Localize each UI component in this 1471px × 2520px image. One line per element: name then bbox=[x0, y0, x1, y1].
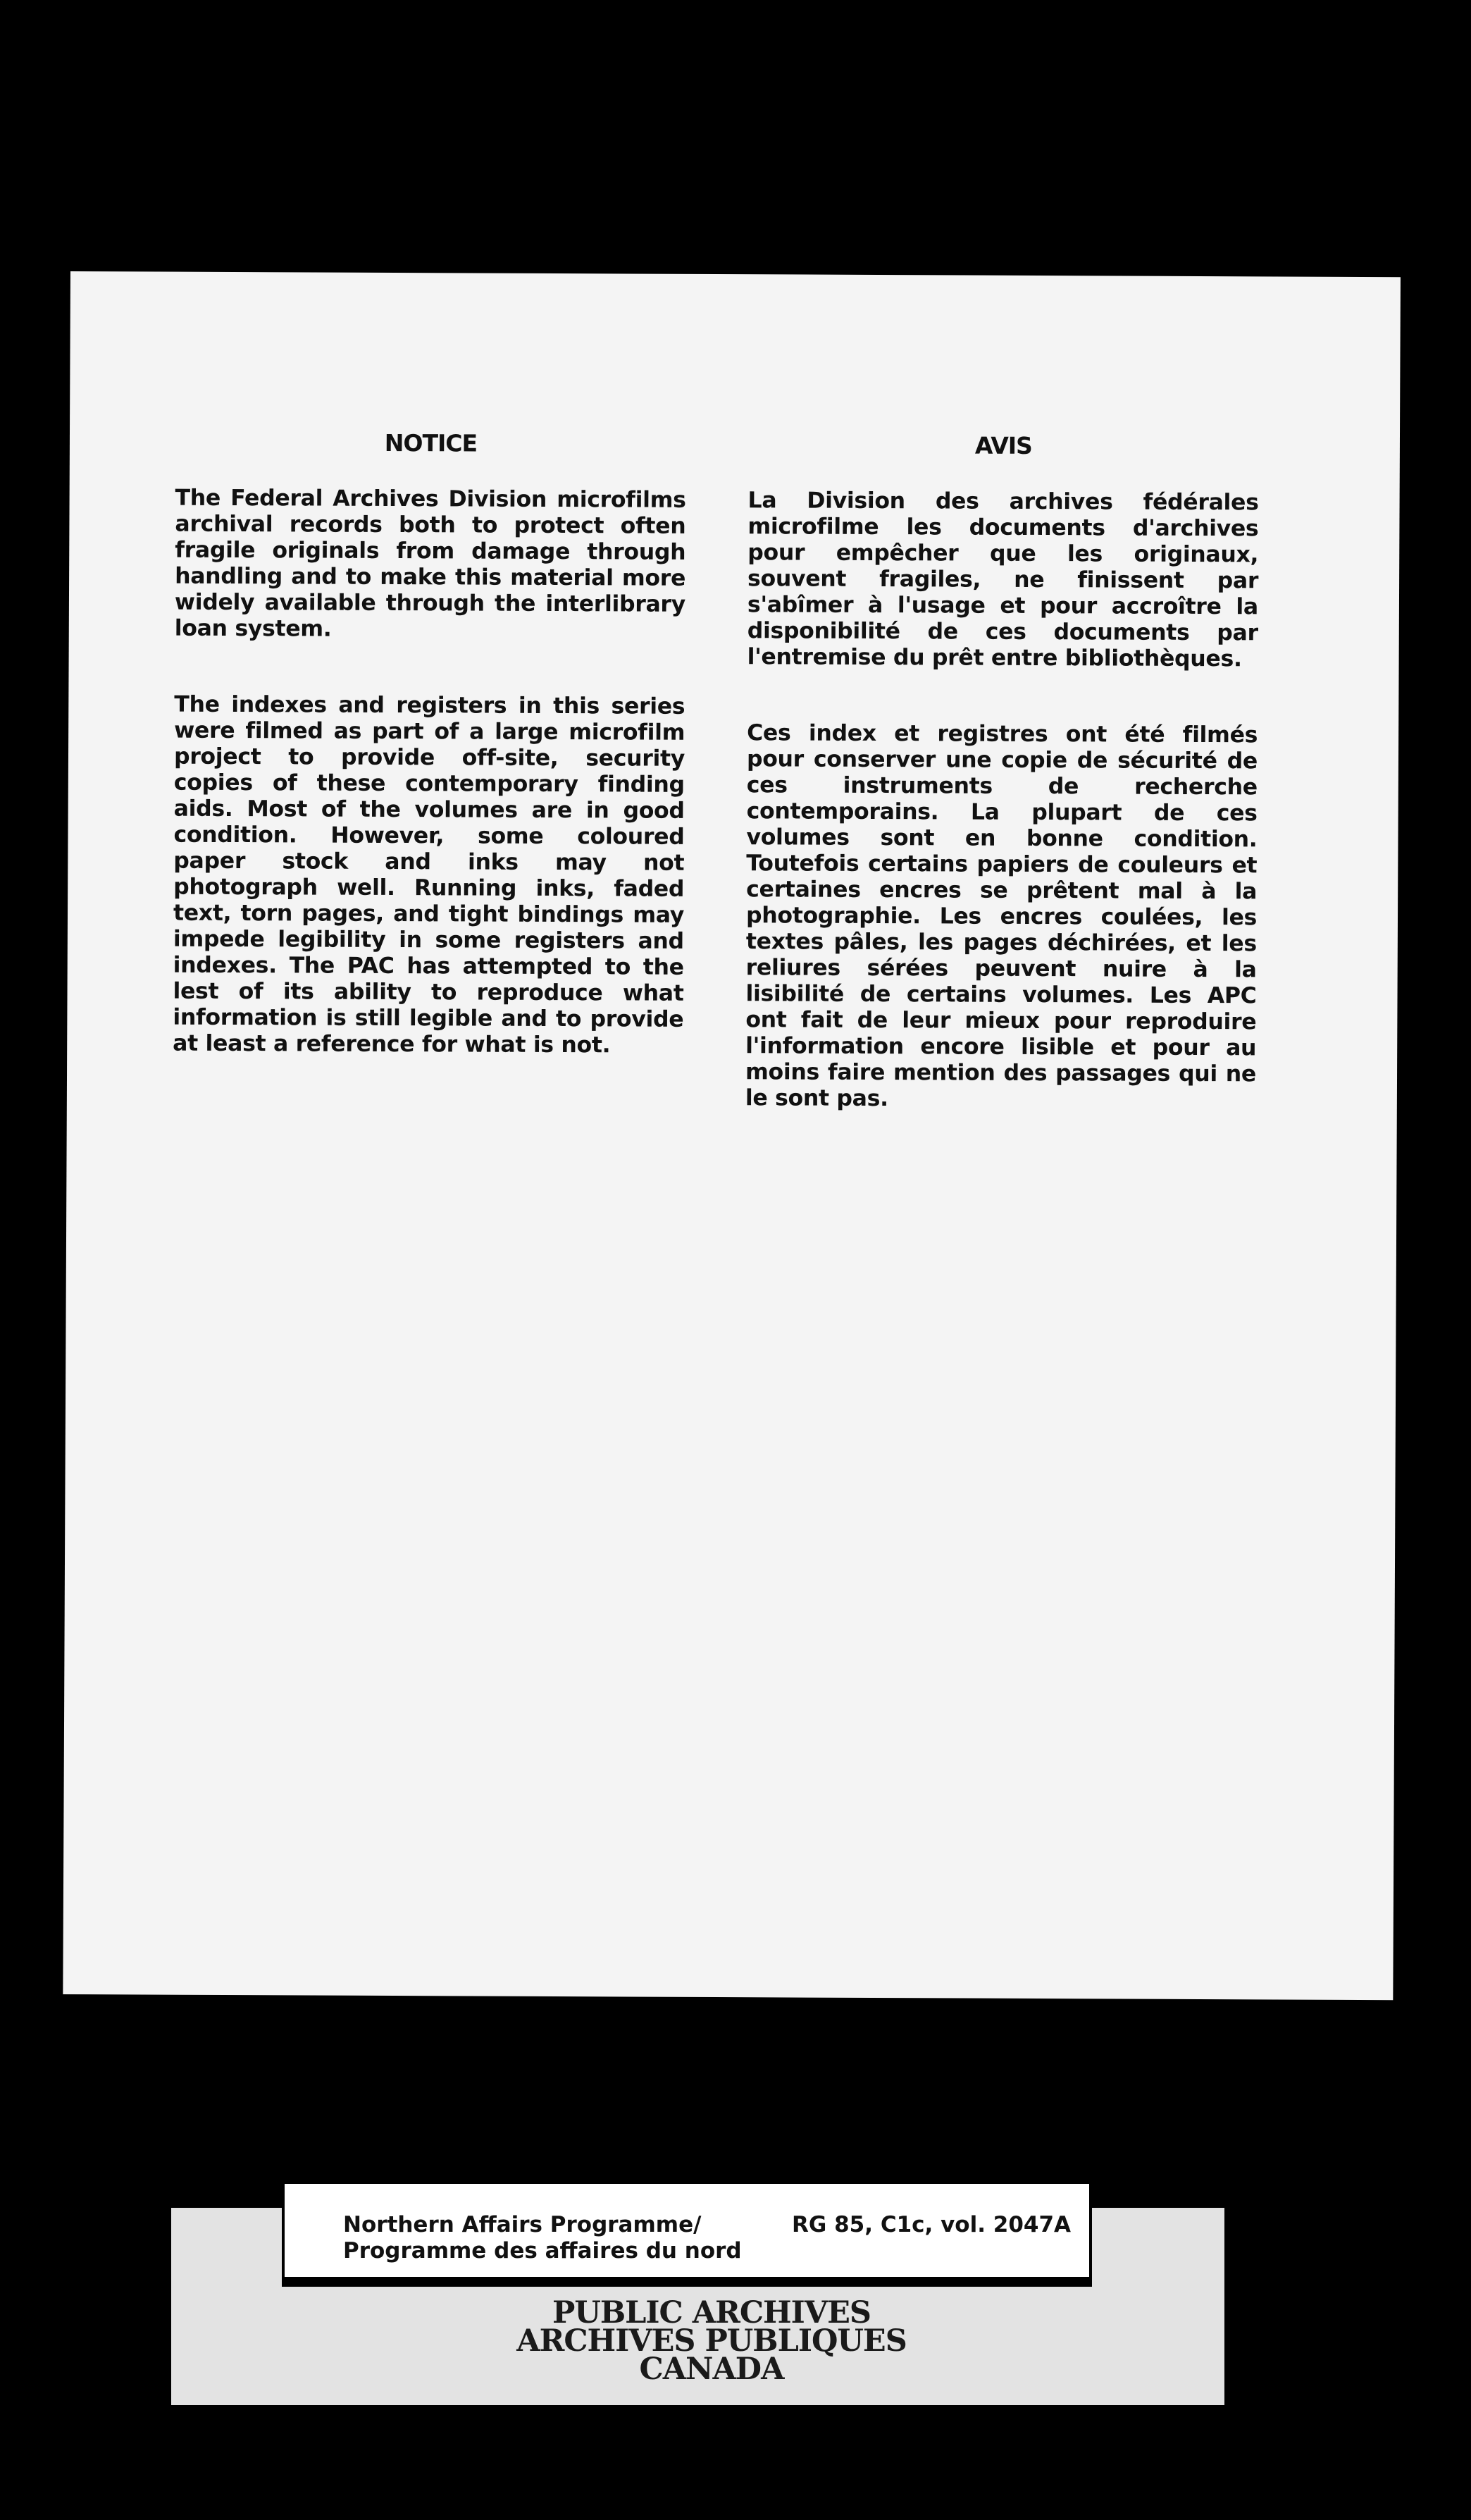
public-archives-stamp bbox=[486, 2295, 937, 2387]
notice-heading: NOTICE bbox=[384, 428, 478, 457]
document-page bbox=[63, 271, 1401, 2000]
avis-paragraph-2: Ces index et registres ont été filmés pour conserver une copie de sécurité de ces instruments de recherche contemporains. La plupart de ces volumes sont en bonne condition. Toutefois certains papiers de couleurs et certaines encres se prêtent mal à la photographie. Les encres coulées, les textes pâles, les pages déchirées, et les reliures sérées peuvent nuire à la lisibilité de certains volumes. Les APC ont fait de leur mieux pour reproduire l'information encore lisible et pour au moins faire mention des passages qui ne le sont pas. bbox=[745, 720, 1258, 1112]
avis-column bbox=[745, 431, 1259, 1163]
programme-name bbox=[343, 2212, 742, 2264]
archive-reference-label bbox=[282, 2181, 1092, 2287]
avis-paragraph-1: La Division des archives fédérales microfilme les documents d'archives pour empêcher que les originaux, souvent fragiles, ne finissent par s'abîmer à l'usage et pour accroître la disponibilité de ces documents par l'entremise du prêt entre bibliothèques. bbox=[747, 488, 1259, 672]
programme-name-en: Northern Affairs Programme/ bbox=[343, 2212, 702, 2237]
stamp-line-3: CANADA bbox=[639, 2352, 784, 2387]
notice-column bbox=[173, 428, 686, 1109]
record-group-reference: RG 85, C1c, vol. 2047A bbox=[792, 2212, 1072, 2237]
notice-paragraph-2: The indexes and registers in this series were filmed as part of a large microfilm project to provide off-site, security copies of these contemporary finding aids. Most of the volumes are in good condition. However, some coloured paper stock and inks may not photograph well. Running inks, faded text, torn pages, and tight bindings may impede legibility in some registers and indexes. The PAC has attempted to the lest of its ability to reproduce what information is still legible and to provide at least a reference for what is not. bbox=[173, 691, 685, 1058]
avis-heading: AVIS bbox=[974, 431, 1032, 459]
programme-name-fr: Programme des affaires du nord bbox=[343, 2238, 742, 2263]
notice-paragraph-1: The Federal Archives Division microfilms archival records both to protect often fragile originals from damage through handling and to make this material more widely available through the interlibrary loan system. bbox=[174, 485, 686, 642]
stamp-line-1: PUBLIC ARCHIVES bbox=[552, 2295, 871, 2330]
stamp-line-2: ARCHIVES PUBLIQUES bbox=[516, 2323, 907, 2359]
